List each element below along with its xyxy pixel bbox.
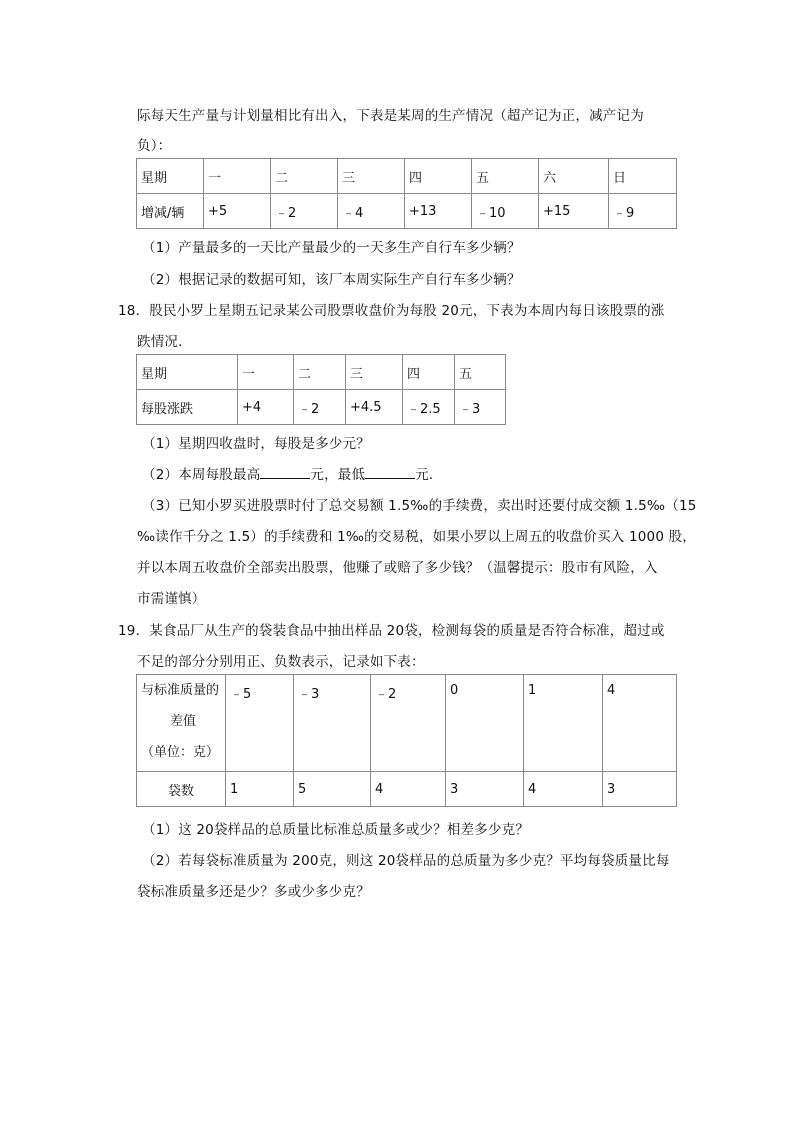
table-row <box>137 355 506 390</box>
table-cell: ﹣5 <box>226 675 294 772</box>
table-cell: ﹣2 <box>294 390 346 425</box>
table-cell: 四 <box>405 159 472 194</box>
table-cell: 5 <box>294 772 371 807</box>
table-cell: 三 <box>346 355 403 390</box>
q19-subquestion-2-line1: （2）若每袋标准质量为 200克，则这 20袋样品的总质量为多少克？平均每袋质量比每 <box>142 853 670 869</box>
table-cell: 4 <box>603 675 677 772</box>
q18-sub2-part-b: 元，最低 <box>310 467 366 483</box>
q18-sub2-part-a: （2）本周每股最高 <box>142 467 261 483</box>
table-cell: 一 <box>238 355 294 390</box>
table-cell: 1 <box>524 675 603 772</box>
table-cell: ﹣3 <box>455 390 506 425</box>
table-cell: 3 <box>603 772 677 807</box>
table-row <box>137 772 677 807</box>
q18-stem-line1: 18．股民小罗上星期五记录某公司股票收盘价为每股 20元，下表为本周内每日该股票的涨 <box>118 303 665 319</box>
q19-weight-table <box>136 674 677 807</box>
table-cell: 3 <box>446 772 524 807</box>
q17-intro-line1: 际每天生产量与计划量相比有出入，下表是某周的生产情况（超产记为正，减产记为 <box>137 108 644 124</box>
q18-subquestion-3-line1: （3）已知小罗买进股票时付了总交易额 1.5‰的手续费，卖出时还要付成交额 1.5‰（15 <box>142 498 697 514</box>
q18-subquestion-1: （1）星期四收盘时，每股是多少元？ <box>142 436 370 452</box>
table-cell: +4.5 <box>346 390 403 425</box>
answer-blank-low[interactable] <box>365 464 415 479</box>
table-cell: 一 <box>204 159 271 194</box>
table-cell: ﹣2 <box>271 194 338 229</box>
table-row <box>137 194 677 229</box>
q18-subquestion-3-line4: 市需谨慎） <box>137 591 206 607</box>
table-cell: ﹣9 <box>609 194 677 229</box>
table-cell: 日 <box>609 159 677 194</box>
table-cell: ﹣3 <box>294 675 371 772</box>
table-cell: 星期 <box>137 159 204 194</box>
table-row <box>137 390 506 425</box>
table-cell: 五 <box>455 355 506 390</box>
q19-subquestion-1: （1）这 20袋样品的总质量比标准总质量多或少？相差多少克？ <box>142 822 530 838</box>
table-cell: 五 <box>472 159 539 194</box>
table-cell: 三 <box>338 159 405 194</box>
table-cell: 六 <box>539 159 609 194</box>
q18-stem-line2: 跌情况． <box>137 334 192 350</box>
table-cell: 4 <box>524 772 603 807</box>
q17-subquestion-2: （2）根据记录的数据可知，该厂本周实际生产自行车多少辆？ <box>142 272 521 288</box>
table-header-cell <box>137 675 226 772</box>
header-line: 与标准质量的 <box>141 683 220 698</box>
q17-production-table <box>136 158 677 229</box>
table-cell: 增减/辆 <box>137 194 204 229</box>
q18-subquestion-3-line2: ‰读作千分之 1.5）的手续费和 1‰的交易税，如果小罗以上周五的收盘价买入 1000 股， <box>137 529 697 545</box>
table-cell: ﹣2 <box>371 675 446 772</box>
table-cell: 四 <box>403 355 455 390</box>
q17-intro-line2: 负）： <box>137 138 172 154</box>
header-line: 差值 <box>169 714 196 729</box>
header-line: （单位：克） <box>141 745 220 760</box>
q19-stem-line2: 不足的部分分别用正、负数表示，记录如下表： <box>137 654 425 670</box>
table-cell: +13 <box>405 194 472 229</box>
table-cell: +5 <box>204 194 271 229</box>
table-cell: 每股涨跌 <box>137 390 238 425</box>
q19-stem-line1: 19．某食品厂从生产的袋装食品中抽出样品 20袋，检测每袋的质量是否符合标准，超过或 <box>118 623 665 639</box>
table-cell: 0 <box>446 675 524 772</box>
q18-sub2-part-c: 元． <box>415 467 443 483</box>
answer-blank-high[interactable] <box>260 464 310 479</box>
q18-stock-table <box>136 354 506 425</box>
table-cell: +15 <box>539 194 609 229</box>
q18-subquestion-3-line3: 并以本周五收盘价全部卖出股票，他赚了或赔了多少钱？（温馨提示：股市有风险，入 <box>137 560 658 576</box>
q17-subquestion-1: （1）产量最多的一天比产量最少的一天多生产自行车多少辆？ <box>142 240 521 256</box>
table-row <box>137 159 677 194</box>
table-cell: +4 <box>238 390 294 425</box>
table-cell: 4 <box>371 772 446 807</box>
table-cell: 袋数 <box>137 772 226 807</box>
table-cell: 二 <box>271 159 338 194</box>
table-row <box>137 675 677 772</box>
q19-subquestion-2-line2: 袋标准质量多还是少？多或少多少克？ <box>137 884 370 900</box>
table-cell: ﹣10 <box>472 194 539 229</box>
table-cell: ﹣2.5 <box>403 390 455 425</box>
table-cell: 二 <box>294 355 346 390</box>
table-cell: ﹣4 <box>338 194 405 229</box>
q18-subquestion-2 <box>142 463 443 483</box>
table-cell: 1 <box>226 772 294 807</box>
table-cell: 星期 <box>137 355 238 390</box>
